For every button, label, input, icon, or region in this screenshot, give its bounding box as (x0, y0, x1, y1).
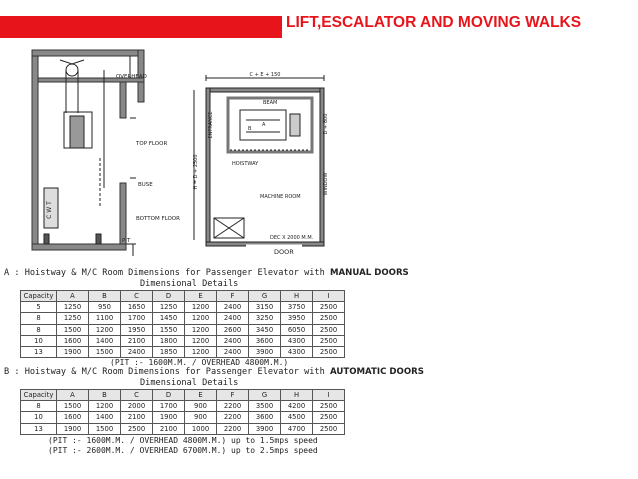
overhead-label: OVERHEAD (116, 74, 147, 80)
table-a-header-row (21, 291, 345, 302)
table-a-note: (PIT :- 1600M.M. / OVERHEAD 4800M.M.) (110, 358, 289, 367)
table-b-note-2: (PIT :- 2600M.M. / OVERHEAD 6700M.M.) up to 2.5mps speed (48, 446, 318, 455)
table-cell: 4300 (281, 335, 313, 346)
table-cell: 1700 (153, 401, 185, 412)
table-cell: 10 (21, 412, 57, 423)
table-cell: 1600 (57, 412, 89, 423)
table-cell: 1900 (57, 346, 89, 357)
table-cell: 2200 (217, 412, 249, 423)
table-cell: 13 (21, 423, 57, 434)
table-cell: 1200 (185, 302, 217, 313)
table-cell: 8 (21, 313, 57, 324)
table-cell: 3150 (249, 302, 281, 313)
buffer-right (96, 234, 101, 244)
table-cell: 1700 (121, 313, 153, 324)
table-a-subheading: Dimensional Details (140, 279, 239, 289)
plan-top-dimension: C + E + 150 (249, 72, 281, 78)
slide-title: LIFT,ESCALATOR AND MOVING WALKS (286, 14, 582, 31)
table-row (21, 313, 345, 324)
table-cell: 1200 (89, 401, 121, 412)
plan-left-dimension: H = D + 2500 (193, 154, 199, 190)
table-cell: 10 (21, 335, 57, 346)
table-a-col-i: I (313, 291, 345, 302)
table-a-col-e: E (185, 291, 217, 302)
table-a-col-b: B (89, 291, 121, 302)
table-cell: 8 (21, 401, 57, 412)
table-cell: 1650 (121, 302, 153, 313)
table-cell: 1500 (57, 324, 89, 335)
buse-label: BUSE (138, 182, 153, 188)
table-cell: 4700 (281, 423, 313, 434)
table-cell: 2400 (217, 346, 249, 357)
top-floor-label: TOP FLOOR (136, 141, 168, 147)
table-cell: 2400 (217, 313, 249, 324)
table-cell: 3250 (249, 313, 281, 324)
buffer-left (44, 234, 49, 244)
table-cell: 2100 (153, 423, 185, 434)
table-b-col-e: E (185, 390, 217, 401)
table-cell: 1900 (57, 423, 89, 434)
table-row (21, 423, 345, 434)
table-cell: 1200 (185, 324, 217, 335)
table-b-col-d: D (153, 390, 185, 401)
table-cell: 4200 (281, 401, 313, 412)
table-b-col-f: F (217, 390, 249, 401)
table-cell: 6050 (281, 324, 313, 335)
table-cell: 2000 (121, 401, 153, 412)
table-cell: 1200 (185, 335, 217, 346)
table-a (20, 290, 345, 358)
bottom-floor-label: BOTTOM FLOOR (136, 216, 180, 222)
table-cell: 1200 (89, 324, 121, 335)
table-cell: 2200 (217, 423, 249, 434)
table-b (20, 389, 345, 435)
table-row (21, 324, 345, 335)
table-a-col-a: A (57, 291, 89, 302)
table-cell: 1250 (57, 302, 89, 313)
elevator-plan-drawing (190, 70, 340, 260)
machine-room-outline (206, 88, 324, 246)
table-cell: 3600 (249, 412, 281, 423)
table-b-header-row (21, 390, 345, 401)
table-cell: 2100 (121, 335, 153, 346)
table-cell: 2500 (313, 401, 345, 412)
table-cell: 3600 (249, 335, 281, 346)
table-cell: 2500 (313, 302, 345, 313)
table-cell: 2500 (313, 412, 345, 423)
table-cell: 1500 (57, 401, 89, 412)
table-b-col-a: A (57, 390, 89, 401)
car-door-block (70, 116, 84, 148)
machine-room-wall-top (206, 88, 324, 92)
table-cell: 1200 (185, 313, 217, 324)
plan-a-label: A (262, 122, 266, 128)
table-a-col-h: H (281, 291, 313, 302)
table-b-col-h: H (281, 390, 313, 401)
hoistway-wall-right-upper (120, 82, 126, 118)
table-cell: 2600 (217, 324, 249, 335)
table-cell: 900 (185, 401, 217, 412)
table-cell: 1450 (153, 313, 185, 324)
plan-right-top: D + 800 (323, 113, 329, 135)
table-cell: 1500 (89, 346, 121, 357)
table-a-col-f: F (217, 291, 249, 302)
table-cell: 2400 (217, 302, 249, 313)
table-cell: 5 (21, 302, 57, 313)
table-b-col-capacity: Capacity (21, 390, 57, 401)
hoistway-wall-left (32, 50, 38, 245)
table-cell: 3950 (281, 313, 313, 324)
table-cell: 4500 (281, 412, 313, 423)
table-b-heading: B : Hoistway & M/C Room Dimensions for Passenger Elevator with AUTOMATIC DOORS (4, 367, 424, 377)
plan-door-label: DOOR (274, 248, 294, 256)
table-a-col-g: G (249, 291, 281, 302)
pit-label: PIT (122, 238, 131, 244)
table-cell: 2400 (121, 346, 153, 357)
machine-room-wall-right (320, 88, 324, 246)
table-cell: 3750 (281, 302, 313, 313)
table-a-col-d: D (153, 291, 185, 302)
plan-beam-label: BEAM (263, 100, 278, 106)
table-cell: 3900 (249, 423, 281, 434)
table-cell: 2400 (217, 335, 249, 346)
table-a-col-c: C (121, 291, 153, 302)
table-b-subheading: Dimensional Details (140, 378, 239, 388)
table-cell: 1100 (89, 313, 121, 324)
sheave (66, 64, 78, 76)
table-cell: 2200 (217, 401, 249, 412)
table-cell: 8 (21, 324, 57, 335)
table-cell: 1250 (57, 313, 89, 324)
table-row (21, 346, 345, 357)
title-accent-bar (0, 16, 282, 38)
table-b-col-b: B (89, 390, 121, 401)
plan-left-small: ENTRANCE (208, 111, 214, 139)
table-cell: 1950 (121, 324, 153, 335)
table-cell: 1400 (89, 335, 121, 346)
plan-b-label: B (248, 126, 252, 132)
table-cell: 2500 (313, 346, 345, 357)
plan-machine-room-label: MACHINE ROOM (260, 194, 301, 200)
table-cell: 1800 (153, 335, 185, 346)
table-cell: 2100 (121, 412, 153, 423)
table-row (21, 401, 345, 412)
table-row (21, 335, 345, 346)
table-a-heading: A : Hoistway & M/C Room Dimensions for Passenger Elevator with MANUAL DOORS (4, 268, 409, 278)
plan-hoistway-label: HOISTWAY (232, 161, 259, 167)
table-cell: 3900 (249, 346, 281, 357)
table-cell: 1000 (185, 423, 217, 434)
table-cell: 4300 (281, 346, 313, 357)
plan-right-bottom: WINDOW (323, 172, 329, 196)
table-cell: 1500 (89, 423, 121, 434)
elevator-section-drawing (20, 48, 190, 258)
table-cell: 2500 (313, 423, 345, 434)
hoistway-wall-right-lower (120, 183, 126, 245)
table-cell: 2500 (313, 324, 345, 335)
table-cell: 950 (89, 302, 121, 313)
table-cell: 3450 (249, 324, 281, 335)
table-b-col-i: I (313, 390, 345, 401)
table-b-note-1: (PIT :- 1600M.M. / OVERHEAD 4800M.M.) up to 1.5mps speed (48, 436, 318, 445)
table-cell: 2500 (313, 335, 345, 346)
table-cell: 900 (185, 412, 217, 423)
table-b-col-g: G (249, 390, 281, 401)
table-cell: 1200 (185, 346, 217, 357)
table-row (21, 302, 345, 313)
plan-dim-note: DEC X 2000 M.M. (270, 235, 314, 241)
table-a-col-capacity: Capacity (21, 291, 57, 302)
table-b-col-c: C (121, 390, 153, 401)
cwt-label: C W T (46, 201, 53, 219)
table-cell: 2500 (313, 313, 345, 324)
table-cell: 13 (21, 346, 57, 357)
table-cell: 3500 (249, 401, 281, 412)
table-cell: 1850 (153, 346, 185, 357)
table-cell: 1600 (57, 335, 89, 346)
table-cell: 2500 (121, 423, 153, 434)
table-cell: 1550 (153, 324, 185, 335)
counterweight-plan (290, 114, 300, 136)
table-cell: 1400 (89, 412, 121, 423)
table-cell: 1900 (153, 412, 185, 423)
machine-room-top (32, 50, 144, 56)
table-cell: 1250 (153, 302, 185, 313)
table-row (21, 412, 345, 423)
pit-floor (32, 244, 126, 250)
